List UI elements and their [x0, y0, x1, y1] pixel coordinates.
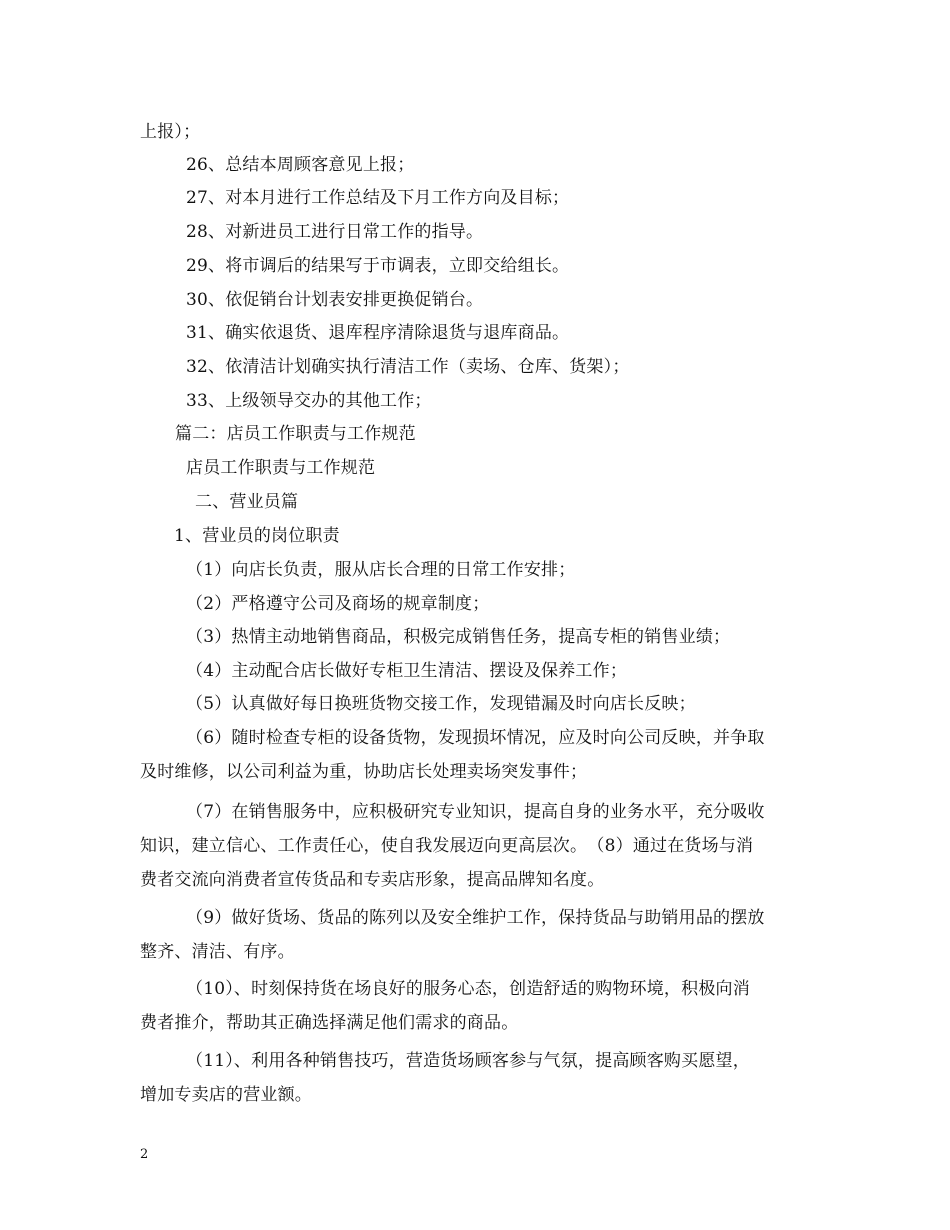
list-item: （5）认真做好每日换班货物交接工作，发现错漏及时向店长反映； [186, 694, 696, 714]
text-line: 26、总结本周顾客意见上报； [186, 155, 415, 175]
text-line: 整齐、清洁、有序。 [140, 942, 295, 962]
text-line: 费者交流向消费者宣传货品和专卖店形象，提高品牌知名度。 [140, 870, 605, 890]
text-line: 29、将市调后的结果写于市调表，立即交给组长。 [186, 256, 570, 276]
text-line: 27、对本月进行工作总结及下月工作方向及目标； [186, 188, 570, 208]
list-item: （3）热情主动地销售商品，积极完成销售任务，提高专柜的销售业绩； [186, 627, 731, 647]
list-item: （11）、利用各种销售技巧，营造货场顾客参与气氛，提高顾客购买愿望， [186, 1051, 750, 1071]
list-item: （6）随时检查专柜的设备货物，发现损坏情况，应及时向公司反映，并争取 [186, 728, 765, 748]
text-line: 28、对新进员工进行日常工作的指导。 [186, 222, 484, 242]
list-item: （9）做好货场、货品的陈列以及安全维护工作，保持货品与助销用品的摆放 [186, 908, 765, 928]
section-heading: 二、营业员篇 [195, 492, 299, 512]
text-line: 增加专卖店的营业额。 [140, 1085, 312, 1105]
text-line: 知识，建立信心、工作责任心，使自我发展迈向更高层次。 （8）通过在货场与消 [140, 836, 754, 856]
list-item: （1）向店长负责，服从店长合理的日常工作安排； [186, 560, 576, 580]
text-line: 33、上级领导交办的其他工作； [186, 391, 432, 411]
list-item: （10）、时刻保持货在场良好的服务心态，创造舒适的购物环境，积极向消 [186, 979, 750, 999]
document-title: 店员工作职责与工作规范 [186, 458, 376, 478]
page-number: 2 [140, 1147, 149, 1162]
text-line: 费者推介，帮助其正确选择满足他们需求的商品。 [140, 1013, 519, 1033]
list-item: （2）严格遵守公司及商场的规章制度； [186, 594, 490, 614]
subsection-heading: 1、营业员的岗位职责 [174, 526, 340, 546]
text-line: 31、确实依退货、退库程序清除退货与退库商品。 [186, 323, 570, 343]
text-line: 及时维修，以公司利益为重，协助店长处理卖场突发事件； [140, 762, 588, 782]
text-line: 上报）； [140, 122, 201, 142]
list-item: （4）主动配合店长做好专柜卫生清洁、摆设及保养工作； [186, 661, 628, 681]
list-item: （7）在销售服务中，应积极研究专业知识，提高自身的业务水平，充分吸收 [186, 802, 765, 822]
text-line: 30、依促销台计划表安排更换促销台。 [186, 290, 484, 310]
section-heading: 篇二：店员工作职责与工作规范 [175, 424, 416, 444]
text-line: 32、依清洁计划确实执行清洁工作（卖场、仓库、货架）； [186, 357, 630, 377]
